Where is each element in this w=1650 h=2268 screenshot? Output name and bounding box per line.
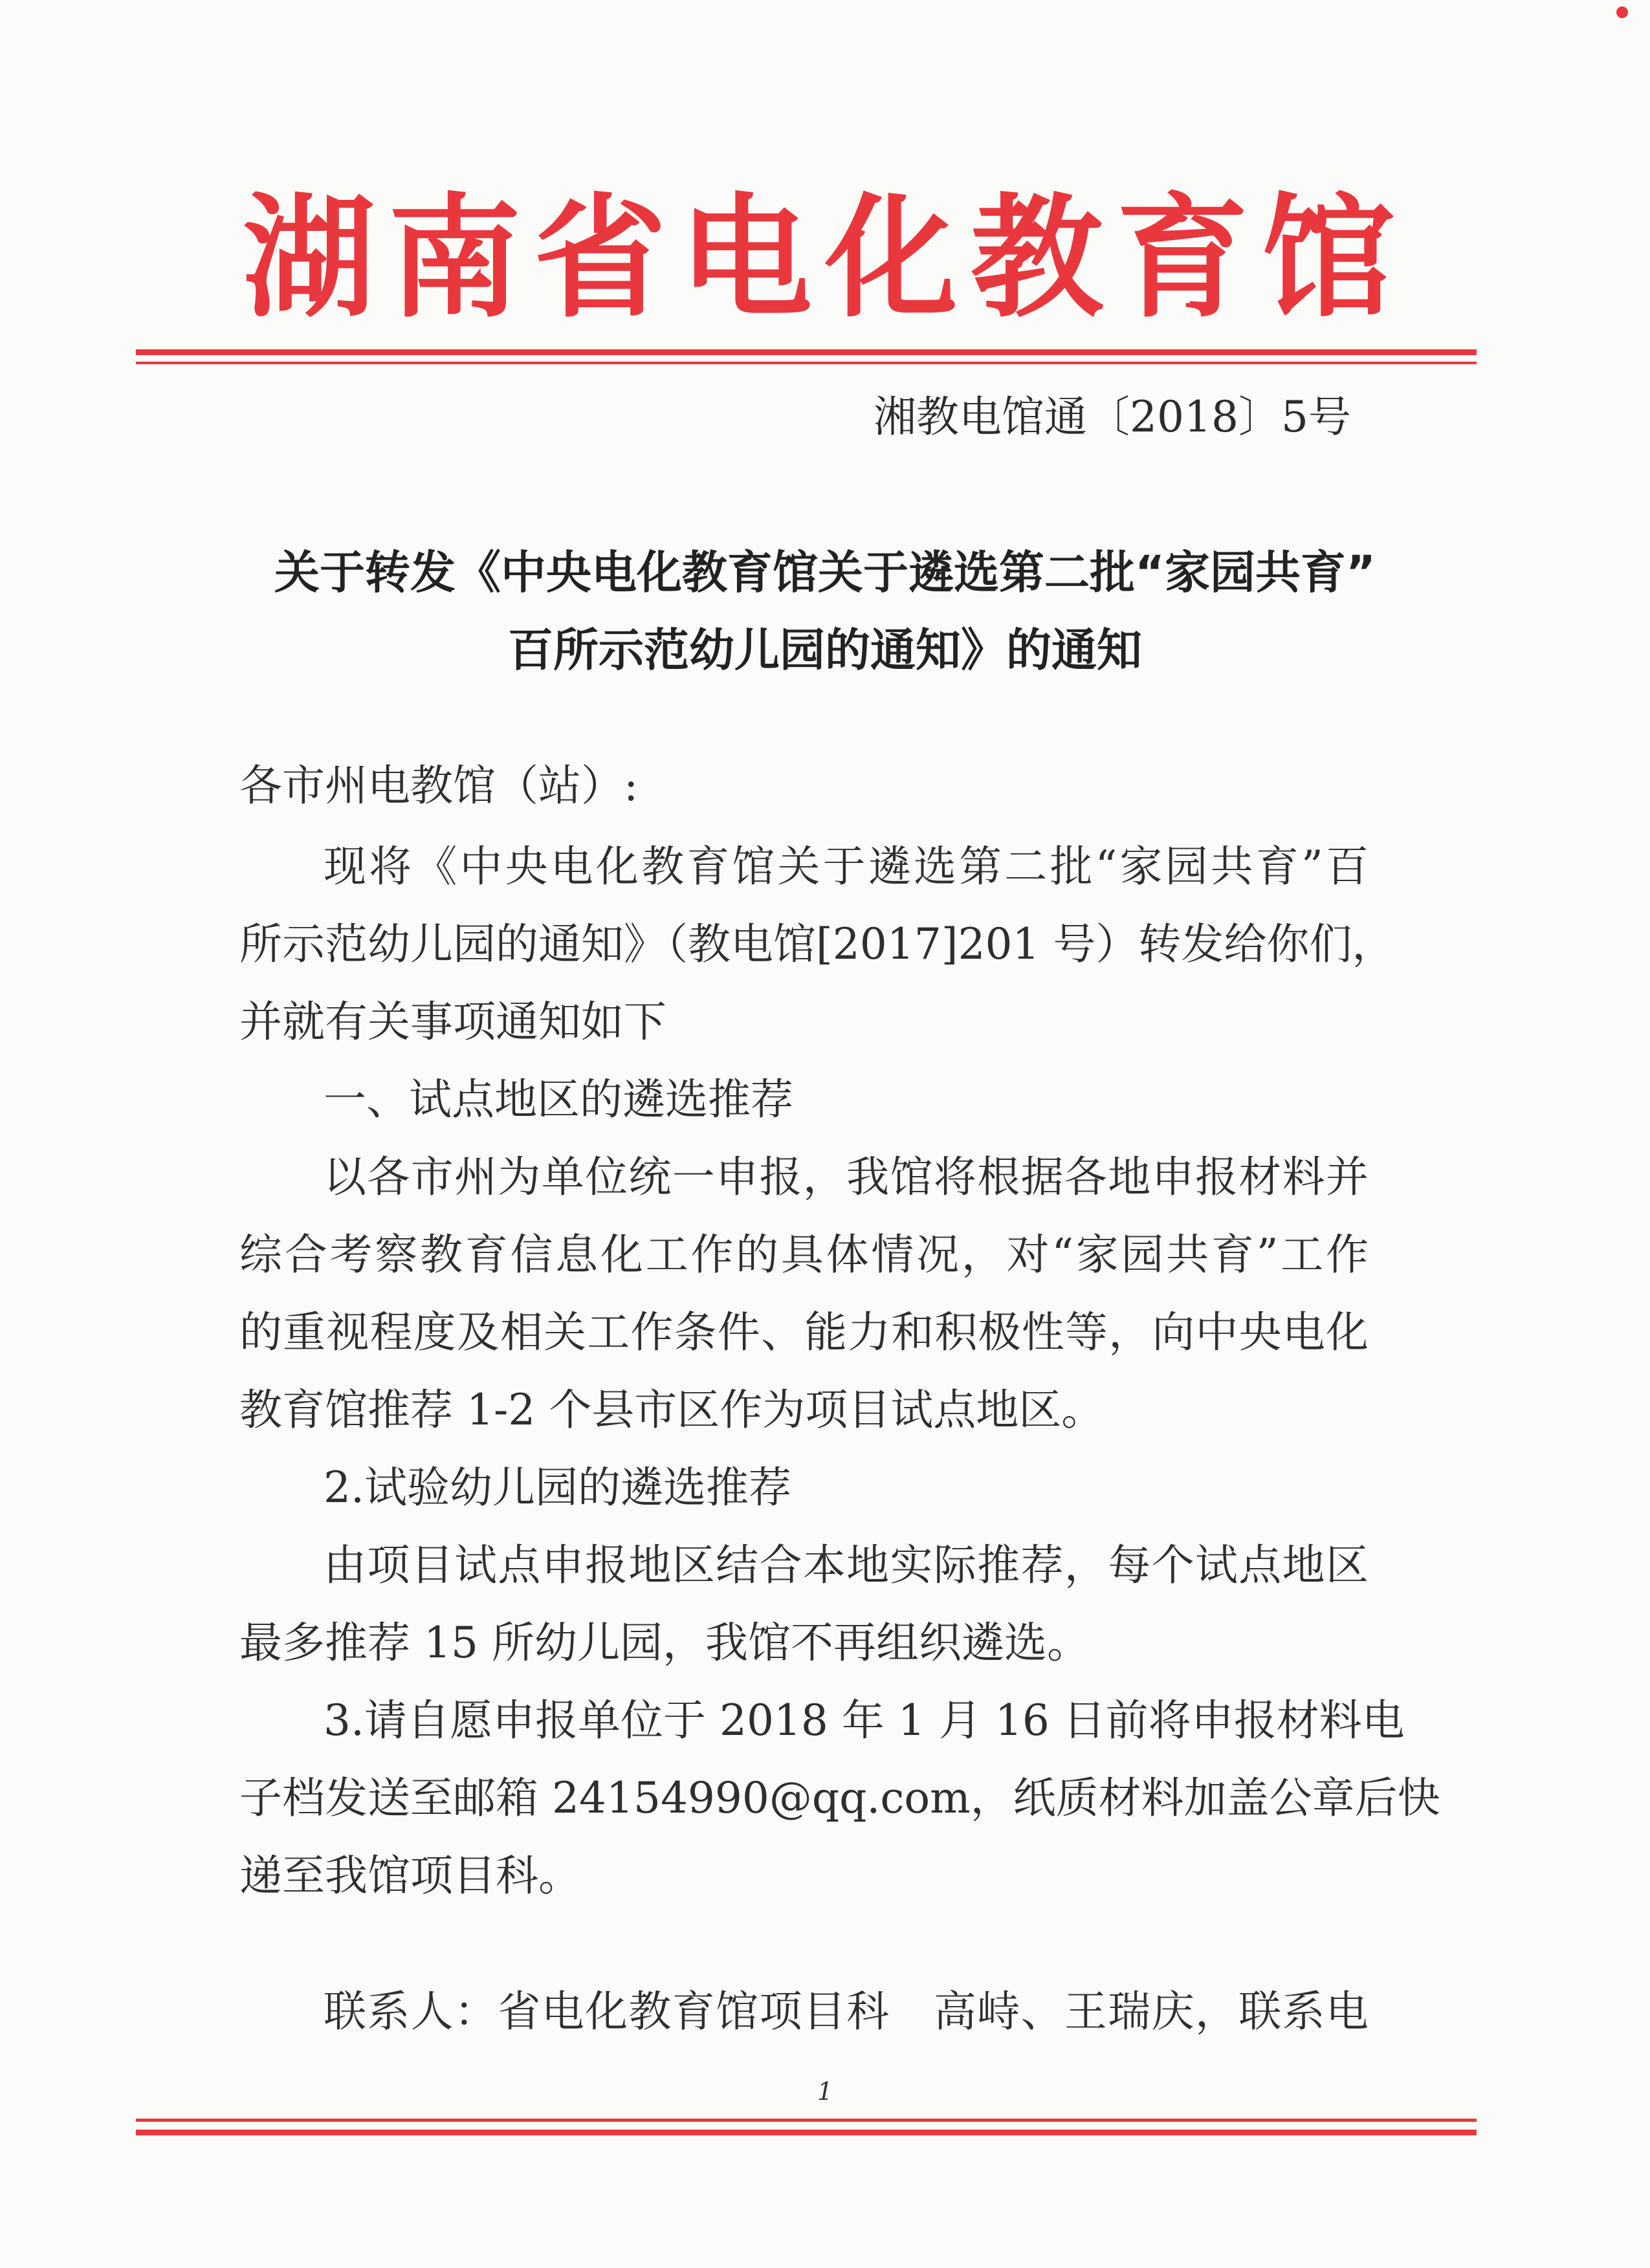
document-title-line-2: 百所示范幼儿园的通知》的通知 [508,624,1142,677]
intro-line: 并就有关事项通知如下 [239,997,666,1047]
scan-speck [1616,6,1628,18]
section-1-line: 教育馆推荐 1-2 个县市区作为项目试点地区。 [239,1385,1105,1435]
org-header-title: 湖南省电化教育馆 [243,182,1407,336]
contact-line: 联系人：省电化教育馆项目科 高峙、王瑞庆，联系电 [324,1987,1369,2036]
section-2-line: 最多推荐 15 所幼儿园，我馆不再组织遴选。 [239,1618,1090,1668]
intro-line: 现将《中央电化教育馆关于遴选第二批“家园共育”百 [324,842,1369,891]
footer-rule-thick [136,2130,1477,2135]
section-1-line: 综合考察教育信息化工作的具体情况，对“家园共育”工作 [239,1230,1369,1280]
section-1-line: 以各市州为单位统一申报，我馆将根据各地申报材料并 [324,1152,1369,1202]
document-title-line-1: 关于转发《中央电化教育馆关于遴选第二批“家园共育” [274,546,1376,599]
salutation: 各市州电教馆（站）: [239,761,639,811]
intro-line: 所示范幼儿园的通知》（教电馆[2017]201 号）转发给你们， [239,919,1395,969]
section-1-line: 的重视程度及相关工作条件、能力和积极性等，向中央电化 [239,1307,1369,1357]
header-rule-thick [136,349,1477,355]
header-rule-thin [136,362,1477,364]
section-2-heading: 2.试验幼儿园的遴选推荐 [324,1463,791,1512]
section-3-line: 子档发送至邮箱 24154990@qq.com，纸质材料加盖公章后快 [239,1773,1440,1823]
section-3-line: 递至我馆项目科。 [239,1851,581,1901]
page-number: 1 [817,2077,833,2106]
section-2-line: 由项目试点申报地区结合本地实际推荐，每个试点地区 [324,1540,1369,1590]
section-3-line: 3.请自愿申报单位于 2018 年 1 月 16 日前将申报材料电 [324,1696,1405,1745]
footer-rule-thin [136,2119,1477,2122]
section-1-heading: 一、试点地区的遴选推荐 [324,1074,793,1124]
document-number: 湘教电馆通〔2018〕5号 [874,392,1351,442]
